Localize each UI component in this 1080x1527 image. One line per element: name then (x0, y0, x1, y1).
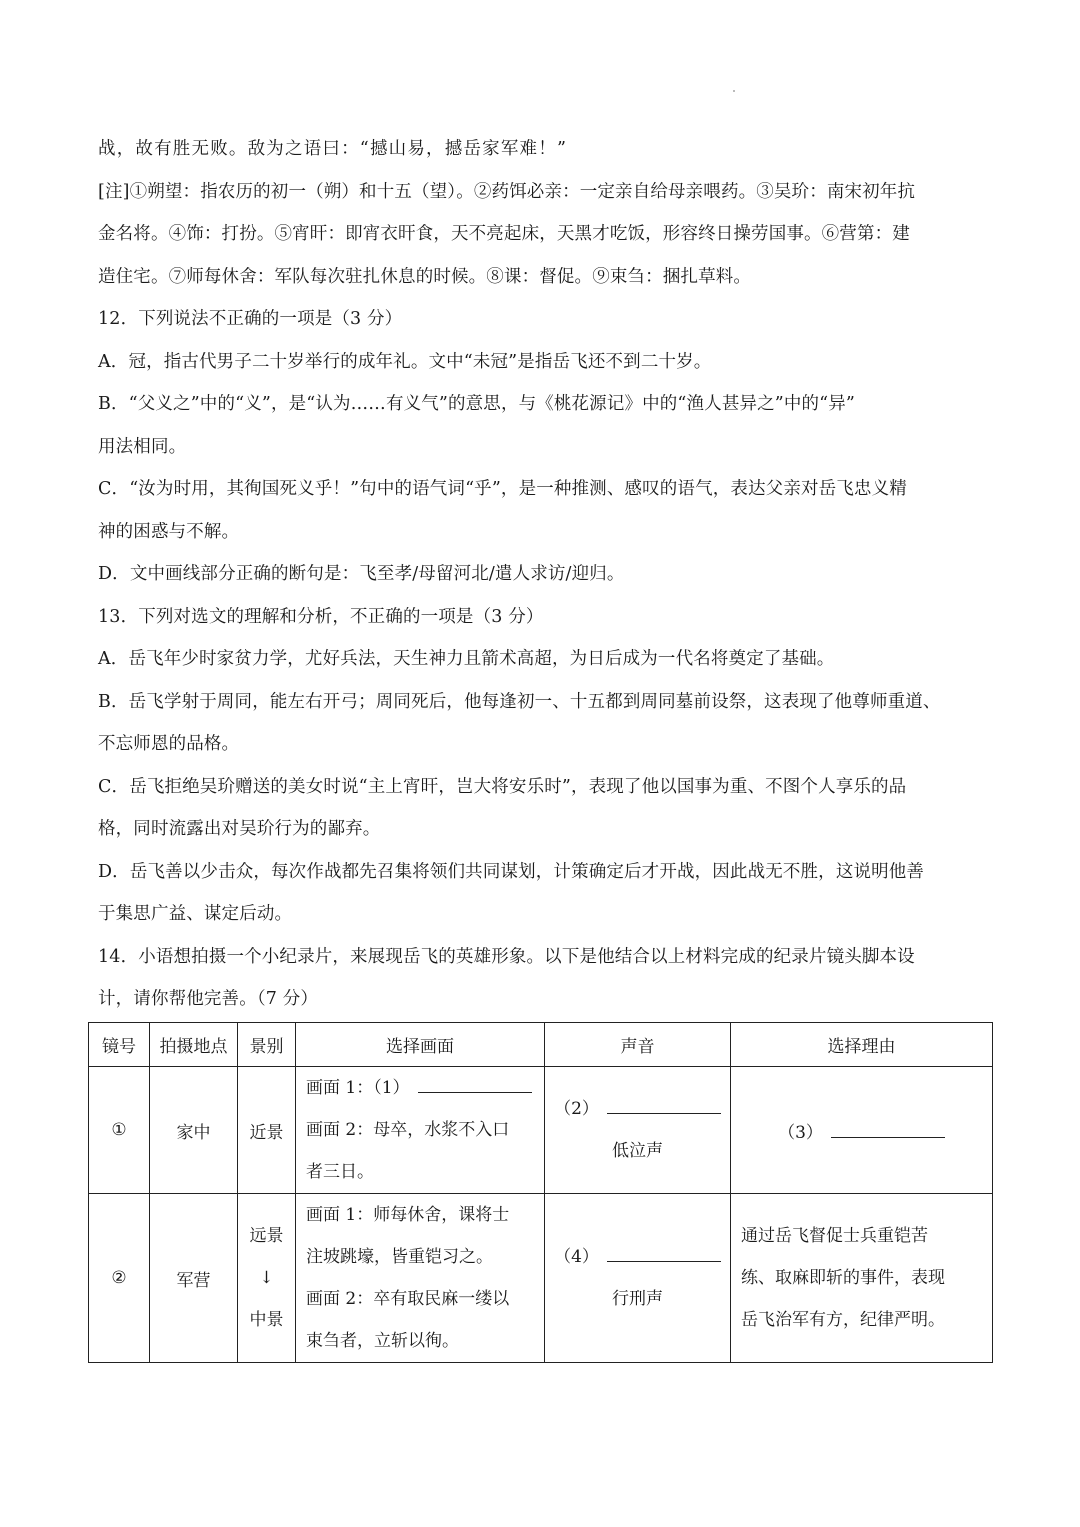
q13-option-d-cont: 于集思广益、谋定后动。 (98, 904, 293, 924)
q13-option-c: C．岳飞拒绝吴玠赠送的美女时说“主上宵旰，岂大将安乐时”，表现了他以国事为重、不图个人享乐的品 (98, 776, 907, 797)
passage-continuation: 战，故有胜无败。敌为之语曰：“撼山易，撼岳家军难！” (98, 139, 568, 159)
table-row (89, 1194, 993, 1363)
question-14-stem: 14．小语想拍摄一个小纪录片，来展现岳飞的英雄形象。以下是他结合以上材料完成的纪录片镜头脚本设 (98, 946, 915, 967)
down-arrow-icon: ↓ (259, 1268, 274, 1288)
scene-cell (296, 1067, 545, 1194)
question-12-stem: 12．下列说法不正确的一项是（3 分） (98, 309, 403, 329)
exam-page (98, 128, 984, 1021)
header-shot-number: 镜号 (89, 1023, 150, 1067)
scene-cell (296, 1194, 545, 1363)
q12-option-c-cont: 神的困惑与不解。 (98, 521, 240, 542)
header-location: 拍摄地点 (150, 1023, 238, 1067)
shot-number: ② (89, 1194, 150, 1363)
q13-option-b-cont: 不忘师恩的品格。 (98, 734, 240, 754)
q12-option-b: B．“父义之”中的“义”，是“认为……有义气”的意思，与《桃花源记》中的“渔人甚异之”中的“异” (98, 394, 856, 414)
question-14-stem-cont: 计，请你帮他完善。（7 分） (98, 989, 319, 1009)
shot-scale: 近景 (238, 1067, 296, 1194)
passage-note-line: 金名将。④饰：打扮。⑤宵旰：即宵衣旰食，天不亮起床，天黑才吃饭，形容终日操劳国事。⑥营第：建 (98, 224, 910, 244)
reason-line: 岳飞治军有方，纪律严明。 (741, 1310, 945, 1330)
scene-line: 画面 1：（1） (306, 1067, 544, 1109)
question-13-stem: 13．下列对选文的理解和分析，不正确的一项是（3 分） (98, 606, 544, 627)
scene-line: 束刍者，立斩以徇。 (306, 1331, 459, 1351)
table-row (89, 1067, 993, 1194)
q12-option-a: A．冠，指古代男子二十岁举行的成年礼。文中“未冠”是指岳飞还不到二十岁。 (98, 351, 712, 372)
scene-line: 注坡跳壕，皆重铠习之。 (306, 1247, 493, 1267)
answer-blank-2[interactable] (607, 1095, 721, 1114)
header-scene: 选择画面 (296, 1023, 545, 1067)
q12-option-c: C．“汝为时用，其徇国死义乎！”句中的语气词“乎”，是一种推测、感叹的语气，表达父亲对岳飞忠义精 (98, 479, 907, 499)
sound-text: 行刑声 (612, 1289, 663, 1309)
shot-number: ① (89, 1067, 150, 1194)
shot-scale-to: 中景 (249, 1310, 284, 1330)
answer-blank-1[interactable] (418, 1074, 532, 1093)
scan-speck (733, 90, 735, 92)
q13-option-a: A．岳飞年少时家贫力学，尤好兵法，天生神力且箭术高超，为日后成为一代名将奠定了基础。 (98, 649, 835, 669)
table-header-row (89, 1023, 993, 1067)
passage-note-line: [注]①朔望：指农历的初一（朔）和十五（望）。②药饵必亲：一定亲自给母亲喂药。③吴玠：南宋初年抗 (98, 181, 916, 202)
q12-option-b-cont: 用法相同。 (98, 436, 187, 457)
q12-option-d: D．文中画线部分正确的断句是：飞至孝/母留河北/遣人求访/迎归。 (98, 564, 625, 584)
reason-line: 练、取麻即斩的事件，表现 (741, 1268, 945, 1288)
header-reason: 选择理由 (731, 1023, 993, 1067)
q13-option-b: B．岳飞学射于周同，能左右开弓；周同死后，他每逢初一、十五都到周同墓前设祭，这表现了他尊师重道、 (98, 691, 941, 712)
passage-note-line: 造住宅。⑦师每休舍：军队每次驻扎休息的时候。⑧课：督促。⑨束刍：捆扎草料。 (98, 266, 752, 287)
sound-cell (545, 1067, 731, 1194)
shot-script-table (88, 1022, 993, 1363)
reason-cell: （3） (731, 1067, 993, 1194)
sound-cell (545, 1194, 731, 1363)
header-shot-scale: 景别 (238, 1023, 296, 1067)
shot-location: 军营 (150, 1194, 238, 1363)
scene-line: 画面 2：母卒，水浆不入口 (306, 1120, 510, 1140)
shot-scale-cell (238, 1194, 296, 1363)
answer-blank-4[interactable] (607, 1243, 721, 1262)
scene-line: 画面 1：师每休舍，课将士 (306, 1205, 510, 1225)
sound-blank-line: （2） (545, 1088, 730, 1130)
answer-blank-3[interactable] (831, 1119, 945, 1138)
q13-option-d: D．岳飞善以少击众，每次作战都先召集将领们共同谋划，计策确定后才开战，因此战无不胜，这说明他善 (98, 861, 925, 882)
q13-option-c-cont: 格，同时流露出对吴玠行为的鄙弃。 (98, 819, 381, 839)
scene-line: 者三日。 (306, 1162, 374, 1182)
reason-cell (731, 1194, 993, 1363)
shot-scale-from: 远景 (249, 1226, 284, 1246)
scene-line: 画面 2：卒有取民麻一缕以 (306, 1289, 510, 1309)
sound-text: 低泣声 (612, 1141, 663, 1161)
header-sound: 声音 (545, 1023, 731, 1067)
reason-line: 通过岳飞督促士兵重铠苦 (741, 1226, 928, 1246)
sound-blank-line: （4） (545, 1236, 730, 1278)
shot-location: 家中 (150, 1067, 238, 1194)
